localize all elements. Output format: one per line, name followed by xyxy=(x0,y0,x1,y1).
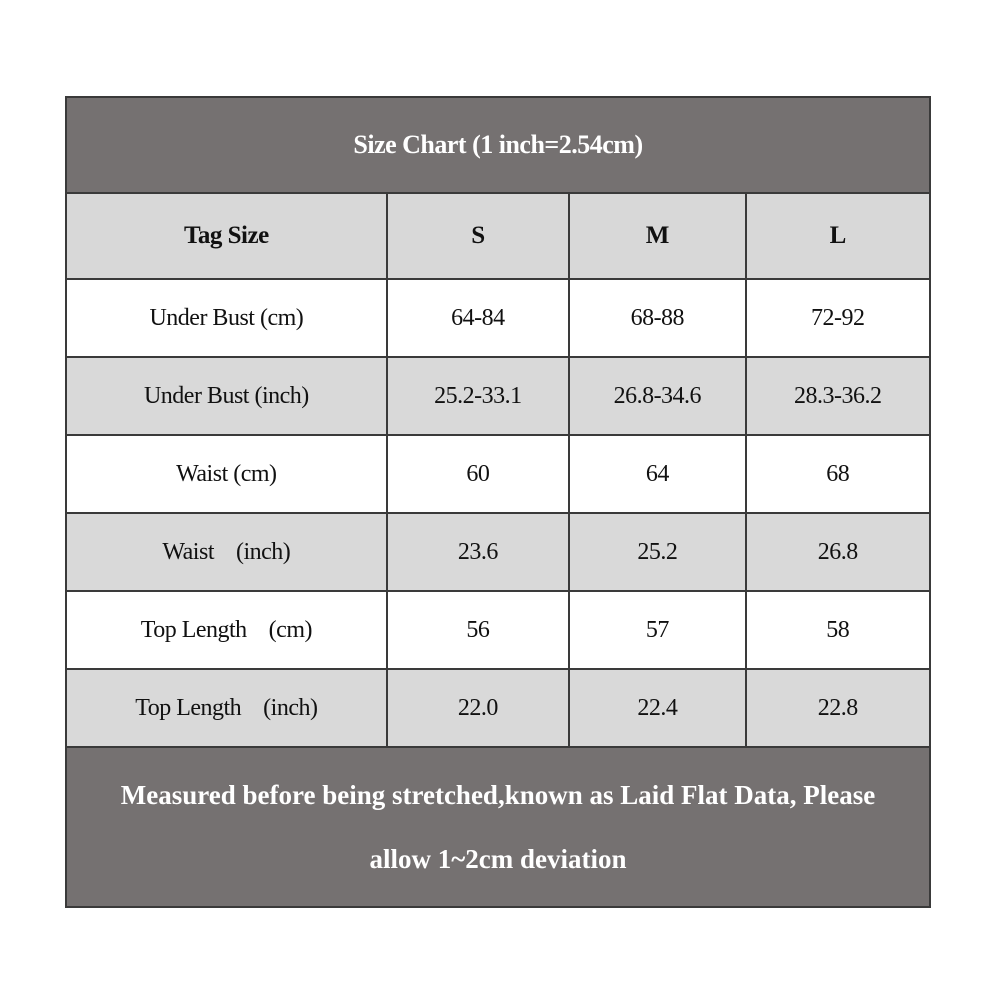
cell-l: 22.8 xyxy=(746,669,930,747)
cell-s: 60 xyxy=(387,435,569,513)
row-label: Waist (cm) xyxy=(66,435,387,513)
cell-m: 57 xyxy=(569,591,745,669)
measurement-note xyxy=(66,747,930,907)
cell-l: 58 xyxy=(746,591,930,669)
table-row xyxy=(66,279,930,357)
table-row xyxy=(66,513,930,591)
cell-m: 26.8-34.6 xyxy=(569,357,745,435)
row-label: Top Length (cm) xyxy=(66,591,387,669)
header-size-s: S xyxy=(387,193,569,279)
table-row xyxy=(66,669,930,747)
row-label: Waist (inch) xyxy=(66,513,387,591)
size-chart-title: Size Chart (1 inch=2.54cm) xyxy=(66,97,930,193)
row-label: Under Bust (inch) xyxy=(66,357,387,435)
note-row xyxy=(66,747,930,907)
cell-s: 25.2-33.1 xyxy=(387,357,569,435)
row-label: Under Bust (cm) xyxy=(66,279,387,357)
header-tag-size: Tag Size xyxy=(66,193,387,279)
header-row xyxy=(66,193,930,279)
cell-l: 28.3-36.2 xyxy=(746,357,930,435)
header-size-m: M xyxy=(569,193,745,279)
title-row xyxy=(66,97,930,193)
table-row xyxy=(66,435,930,513)
table-row xyxy=(66,357,930,435)
size-chart-table xyxy=(65,96,931,908)
note-line-1: Measured before being stretched,known as Laid Flat Data, Please xyxy=(120,780,876,810)
cell-l: 72-92 xyxy=(746,279,930,357)
cell-s: 23.6 xyxy=(387,513,569,591)
table-row xyxy=(66,591,930,669)
cell-m: 68-88 xyxy=(569,279,745,357)
cell-m: 22.4 xyxy=(569,669,745,747)
note-line-2: allow 1~2cm deviation xyxy=(369,844,627,874)
header-size-l: L xyxy=(746,193,930,279)
cell-l: 68 xyxy=(746,435,930,513)
cell-m: 25.2 xyxy=(569,513,745,591)
row-label: Top Length (inch) xyxy=(66,669,387,747)
cell-s: 64-84 xyxy=(387,279,569,357)
cell-s: 56 xyxy=(387,591,569,669)
cell-l: 26.8 xyxy=(746,513,930,591)
cell-m: 64 xyxy=(569,435,745,513)
cell-s: 22.0 xyxy=(387,669,569,747)
